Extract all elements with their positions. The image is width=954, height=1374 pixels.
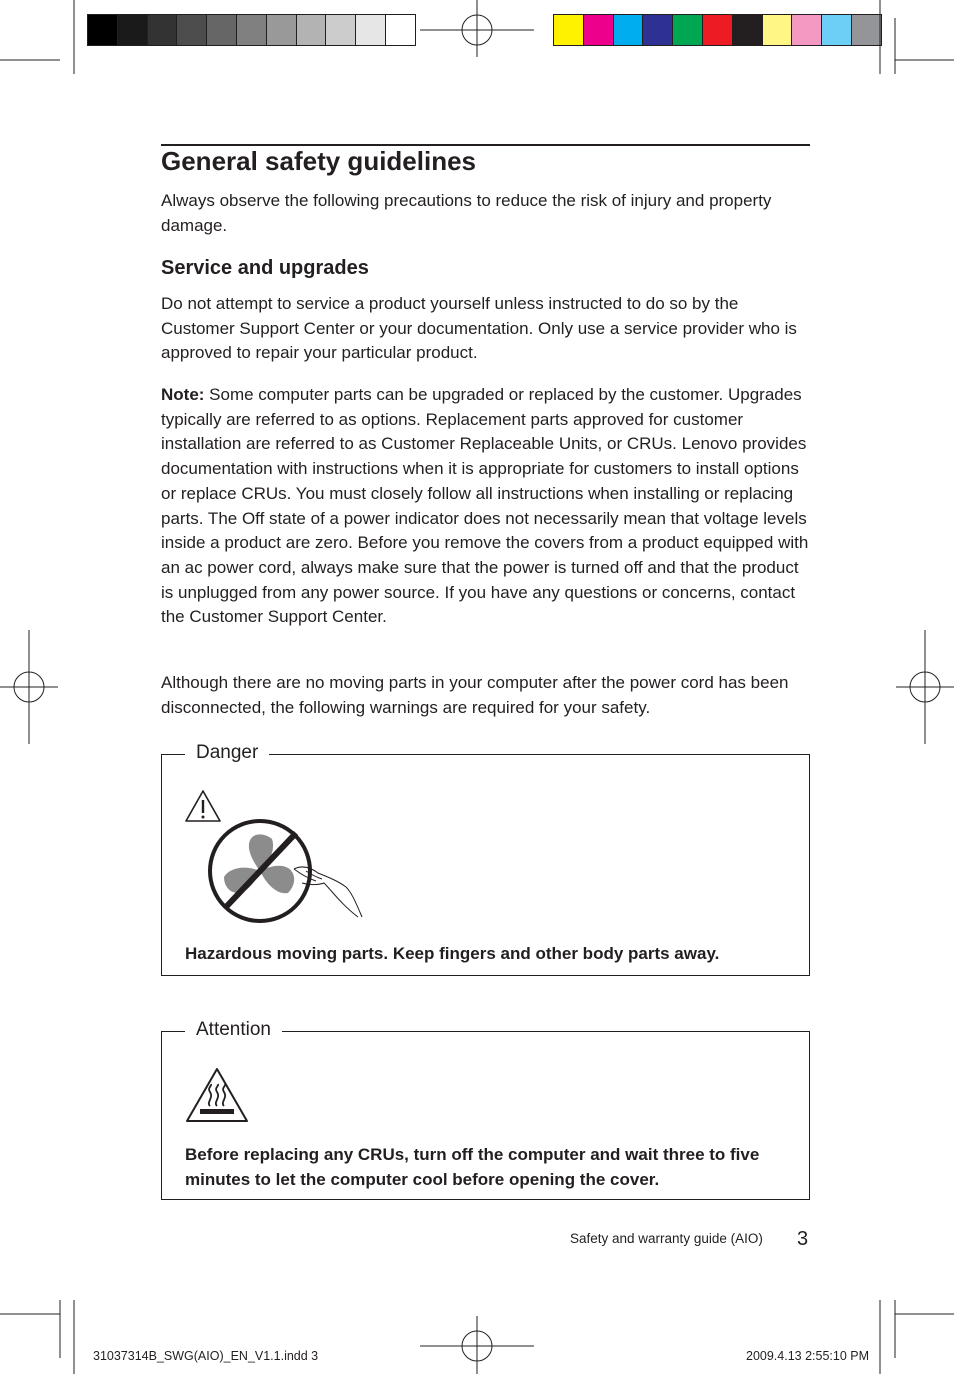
- note-paragraph: [161, 383, 811, 630]
- warning-intro-paragraph: Although there are no moving parts in your computer after the power cord has been disconnected, the following warnings are required for your safety.: [161, 673, 789, 717]
- attention-text: Before replacing any CRUs, turn off the computer and wait three to five minutes to let the computer cool before opening the cover.: [185, 1145, 760, 1189]
- note-label: Note:: [161, 385, 205, 404]
- slug-file: 31037314B_SWG(AIO)_EN_V1.1.indd 3: [93, 1349, 319, 1363]
- section-heading: Service and upgrades: [161, 257, 369, 279]
- note-text: Some computer parts can be upgraded or replaced by the customer. Upgrades typically are referred to as options. Replacement parts approved for customer installation are referred to as Customer Replaceable Units, or CRUs. Lenovo provides documentation with instructions when it is appropriate for customers to install options or replace CRUs. You must closely follow all instructions when installing or replacing parts. The Off state of a power indicator does not necessarily mean that voltage levels inside a product are zero. Before you remove the covers from a product equipped with an ac power cord, always make sure that the power is turned off and that the product is unplugged from any power source. If you have any questions or concerns, contact the Customer Support Center.: [161, 385, 809, 627]
- service-paragraph: Do not attempt to service a product yourself unless instructed to do so by the Customer Support Center or your documentation. Only use a service provider who is approved to repair your particular product.: [161, 294, 797, 363]
- attention-label: Attention: [185, 1019, 282, 1041]
- attention-box: [161, 1019, 810, 1200]
- hot-surface-icon: [184, 1066, 250, 1124]
- footer-guide-title: Safety and warranty guide (AIO): [570, 1231, 763, 1246]
- danger-label: Danger: [185, 742, 269, 764]
- intro-paragraph: Always observe the following precautions to reduce the risk of injury and property damage.: [161, 191, 772, 235]
- no-fan-hand-icon: [206, 819, 366, 923]
- page-title: General safety guidelines: [161, 146, 477, 176]
- danger-box: [161, 742, 810, 976]
- danger-text: Hazardous moving parts. Keep fingers and other body parts away.: [185, 944, 720, 963]
- slug-datetime: 2009.4.13 2:55:10 PM: [746, 1349, 870, 1363]
- page-number: 3: [797, 1228, 809, 1250]
- warning-triangle-icon: [184, 789, 222, 823]
